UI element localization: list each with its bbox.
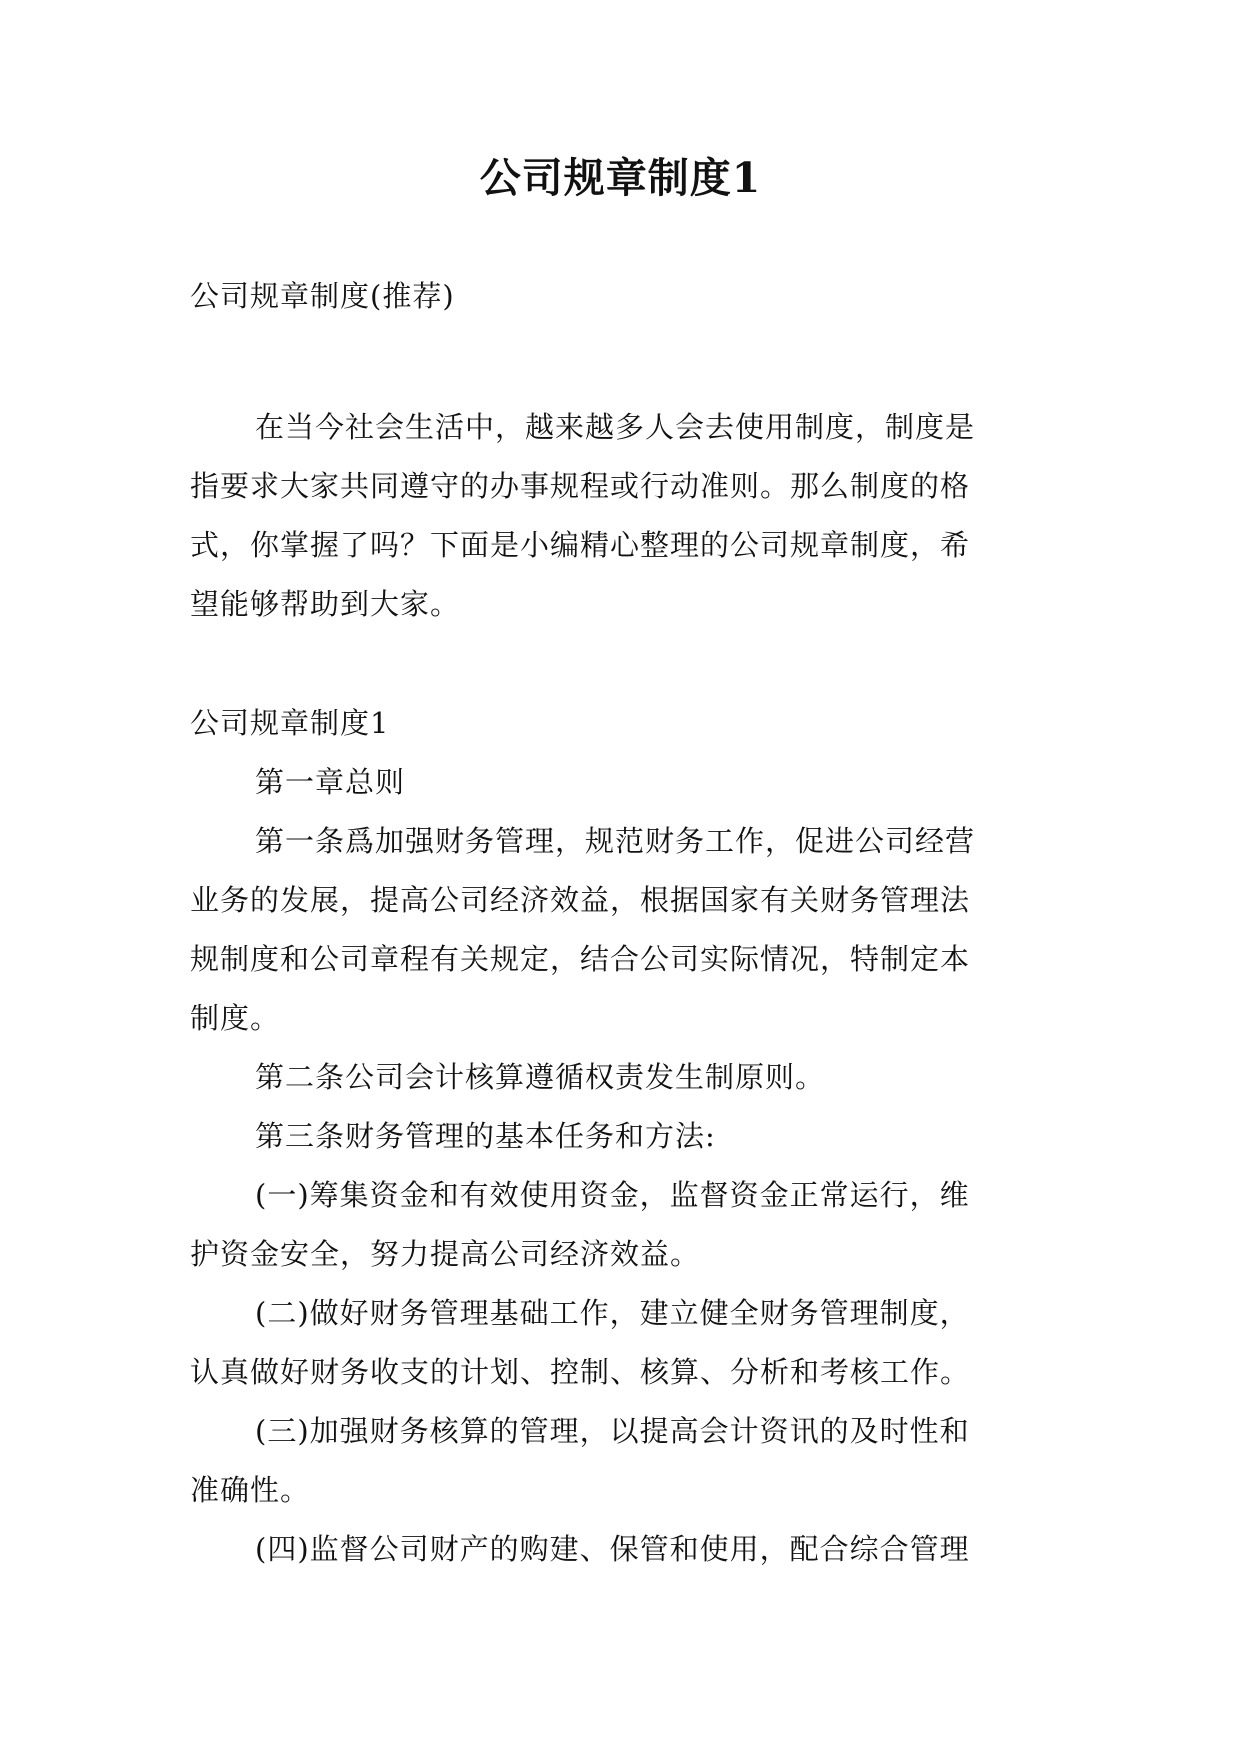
body-line: 准确性。 xyxy=(190,1473,311,1507)
body-line: (二)做好财务管理基础工作，建立健全财务管理制度， xyxy=(255,1296,970,1330)
subtitle-line: 公司规章制度(推荐) xyxy=(190,279,455,313)
body-line: 业务的发展，提高公司经济效益，根据国家有关财务管理法 xyxy=(190,883,971,917)
body-line: (四)监督公司财产的购建、保管和使用，配合综合管理 xyxy=(255,1532,970,1566)
body-line: 第三条财务管理的基本任务和方法: xyxy=(255,1119,716,1153)
body-line: (一)筹集资金和有效使用资金，监督资金正常运行，维 xyxy=(255,1178,970,1212)
intro-line: 式，你掌握了吗？下面是小编精心整理的公司规章制度，希 xyxy=(190,528,971,562)
body-line: (三)加强财务核算的管理，以提高会计资讯的及时性和 xyxy=(255,1414,970,1448)
body-line: 护资金安全，努力提高公司经济效益。 xyxy=(190,1237,701,1271)
page-title: 公司规章制度1 xyxy=(479,154,762,202)
chapter-heading: 第一章总则 xyxy=(255,765,406,799)
section-heading: 公司规章制度1 xyxy=(190,706,390,740)
intro-line: 在当今社会生活中，越来越多人会去使用制度，制度是 xyxy=(255,410,976,444)
body-line: 认真做好财务收支的计划、控制、核算、分析和考核工作。 xyxy=(190,1355,971,1389)
body-line: 第一条爲加强财务管理，规范财务工作，促进公司经营 xyxy=(255,824,976,858)
intro-line: 望能够帮助到大家。 xyxy=(190,587,461,621)
body-line: 制度。 xyxy=(190,1001,281,1035)
body-line: 第二条公司会计核算遵循权责发生制原则。 xyxy=(255,1060,826,1094)
intro-line: 指要求大家共同遵守的办事规程或行动准则。那么制度的格 xyxy=(190,469,971,503)
body-line: 规制度和公司章程有关规定，结合公司实际情况，特制定本 xyxy=(190,942,971,976)
